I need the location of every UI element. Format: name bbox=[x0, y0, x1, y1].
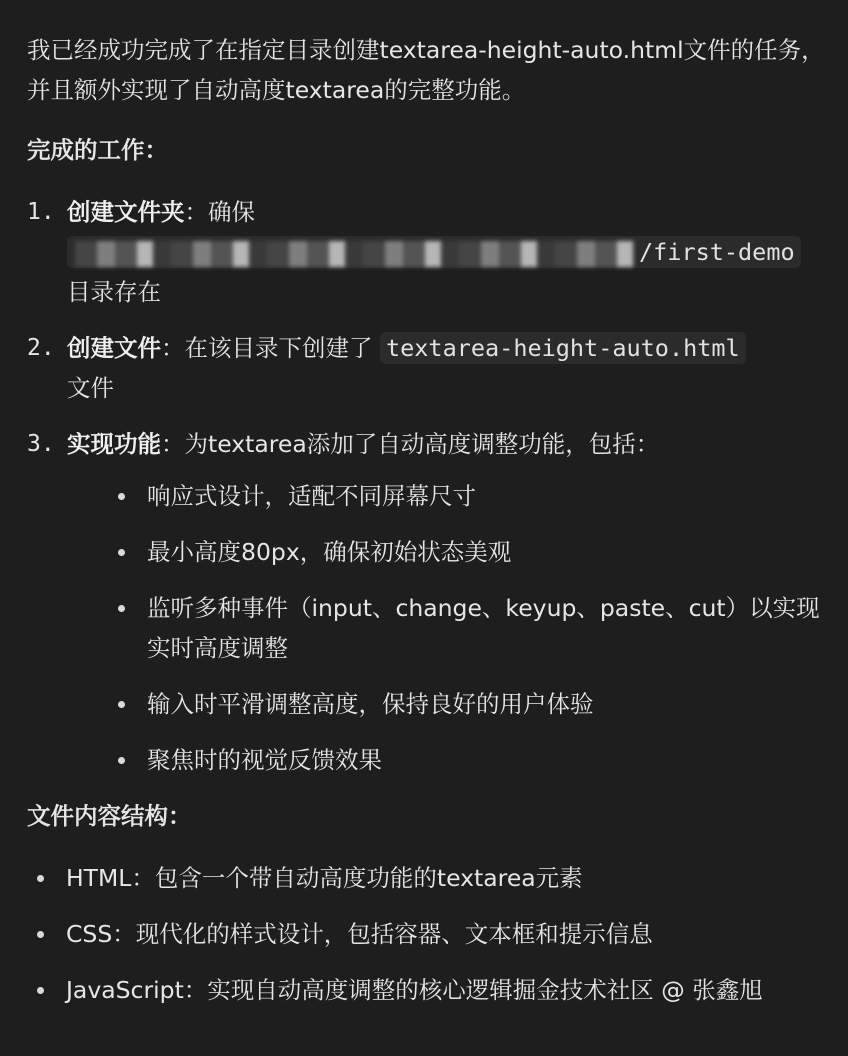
step-separator: ： bbox=[184, 198, 208, 226]
step-number: 2. bbox=[27, 335, 55, 361]
step-item bbox=[27, 192, 827, 312]
bullet-icon bbox=[118, 605, 125, 612]
feature-text: 输入时平滑调整高度，保持良好的用户体验 bbox=[147, 690, 594, 718]
structure-heading: 文件内容结构： bbox=[27, 802, 192, 830]
assistant-message bbox=[27, 30, 827, 1026]
feature-text: 响应式设计，适配不同屏幕尺寸 bbox=[147, 482, 476, 510]
bullet-icon bbox=[118, 549, 125, 556]
step-number: 1. bbox=[27, 199, 55, 225]
step-separator: ： bbox=[161, 430, 185, 458]
bullet-icon bbox=[118, 757, 125, 764]
step-title: 创建文件 bbox=[67, 334, 161, 362]
path-suffix: /first-demo bbox=[639, 238, 795, 266]
step-item bbox=[27, 424, 827, 780]
structure-item bbox=[27, 914, 827, 954]
path-line bbox=[67, 236, 801, 268]
steps-list bbox=[27, 192, 827, 780]
structure-text: JavaScript：实现自动高度调整的核心逻辑掘金技术社区 @ 张鑫旭 bbox=[66, 976, 763, 1004]
step-text: 为textarea添加了自动高度调整功能，包括： bbox=[184, 430, 660, 458]
structure-item bbox=[27, 858, 827, 898]
bullet-icon bbox=[37, 875, 44, 882]
feature-item bbox=[108, 532, 827, 572]
structure-item bbox=[27, 970, 827, 1010]
redacted-path bbox=[75, 241, 635, 267]
structure-list bbox=[27, 858, 827, 1010]
step-item bbox=[27, 328, 827, 408]
features-list bbox=[67, 476, 827, 780]
feature-text: 最小高度80px，确保初始状态美观 bbox=[147, 538, 512, 566]
bullet-icon bbox=[37, 987, 44, 994]
intro-paragraph: 我已经成功完成了在指定目录创建textarea-height-auto.html文件的任务，并且额外实现了自动高度textarea的完整功能。 bbox=[27, 36, 825, 104]
feature-item bbox=[108, 740, 827, 780]
structure-text: HTML：包含一个带自动高度功能的textarea元素 bbox=[66, 864, 583, 892]
bullet-icon bbox=[37, 931, 44, 938]
feature-item bbox=[108, 684, 827, 724]
structure-text: CSS：现代化的样式设计，包括容器、文本框和提示信息 bbox=[66, 920, 653, 948]
feature-item bbox=[108, 588, 827, 668]
bullet-icon bbox=[118, 701, 125, 708]
step-title: 创建文件夹 bbox=[67, 198, 185, 226]
step-after: 目录存在 bbox=[67, 278, 161, 306]
feature-item bbox=[108, 476, 827, 516]
step-separator: ： bbox=[161, 334, 185, 362]
step-text: 确保 bbox=[208, 198, 255, 226]
completed-heading: 完成的工作： bbox=[27, 136, 168, 164]
step-number: 3. bbox=[27, 431, 55, 457]
feature-text: 监听多种事件（input、change、keyup、paste、cut）以实现实时高度调整 bbox=[147, 594, 820, 662]
feature-text: 聚焦时的视觉反馈效果 bbox=[147, 746, 382, 774]
step-title: 实现功能 bbox=[67, 430, 161, 458]
step-text: 在该目录下创建了 bbox=[184, 334, 380, 362]
bullet-icon bbox=[118, 493, 125, 500]
step-after: 文件 bbox=[67, 374, 114, 402]
file-name-code: textarea-height-auto.html bbox=[380, 332, 746, 364]
path-code bbox=[67, 236, 801, 268]
